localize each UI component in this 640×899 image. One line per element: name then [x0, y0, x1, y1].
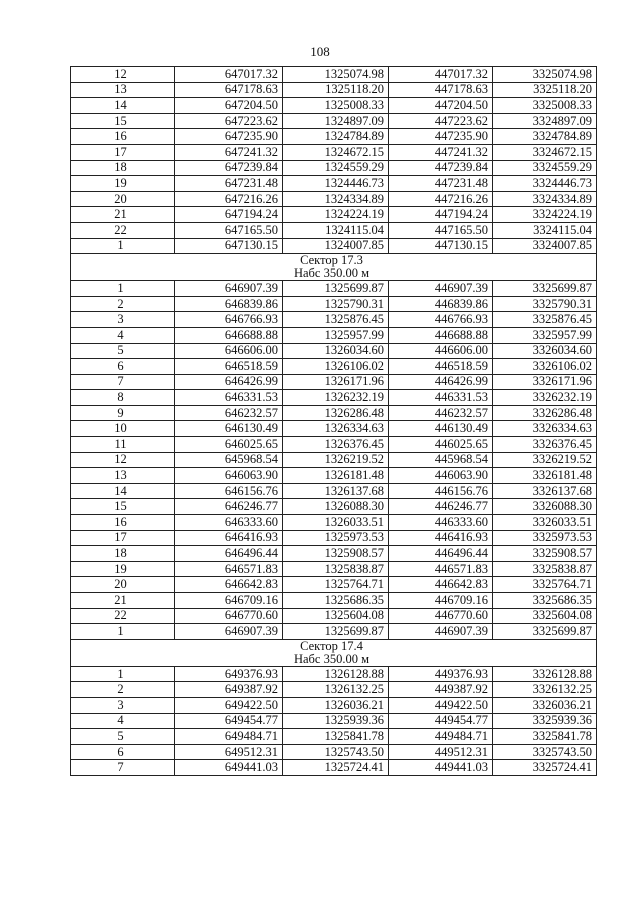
cell-x-msk: 646770.60	[175, 608, 283, 624]
cell-point-number: 16	[71, 129, 175, 145]
table-row	[71, 437, 597, 453]
table-row	[71, 238, 597, 254]
cell-point-number: 14	[71, 483, 175, 499]
cell-x-msk: 647223.62	[175, 113, 283, 129]
cell-y-local: 3325074.98	[493, 67, 597, 83]
page-number: 108	[310, 44, 330, 59]
cell-y-local: 3325908.57	[493, 546, 597, 562]
table-row	[71, 499, 597, 515]
cell-y-local: 3326376.45	[493, 437, 597, 453]
cell-x-local: 449441.03	[389, 760, 493, 776]
cell-y-local: 3325699.87	[493, 281, 597, 297]
cell-x-local: 447216.26	[389, 191, 493, 207]
cell-y-msk: 1325764.71	[283, 577, 389, 593]
cell-x-local: 447130.15	[389, 238, 493, 254]
cell-y-msk: 1326232.19	[283, 390, 389, 406]
cell-y-local: 3324007.85	[493, 238, 597, 254]
cell-y-msk: 1325699.87	[283, 281, 389, 297]
cell-x-local: 446770.60	[389, 608, 493, 624]
cell-y-local: 3325686.35	[493, 593, 597, 609]
cell-x-local: 447194.24	[389, 207, 493, 223]
table-row	[71, 713, 597, 729]
cell-point-number: 2	[71, 296, 175, 312]
cell-y-msk: 1326376.45	[283, 437, 389, 453]
cell-y-msk: 1326088.30	[283, 499, 389, 515]
cell-x-msk: 647241.32	[175, 144, 283, 160]
cell-y-local: 3325724.41	[493, 760, 597, 776]
table-row	[71, 697, 597, 713]
cell-y-local: 3324224.19	[493, 207, 597, 223]
cell-y-local: 3325876.45	[493, 312, 597, 328]
cell-x-local: 446766.93	[389, 312, 493, 328]
cell-y-local: 3326334.63	[493, 421, 597, 437]
cell-y-msk: 1324784.89	[283, 129, 389, 145]
cell-x-msk: 647239.84	[175, 160, 283, 176]
cell-point-number: 4	[71, 713, 175, 729]
cell-x-local: 447239.84	[389, 160, 493, 176]
cell-x-local: 446606.00	[389, 343, 493, 359]
table-row	[71, 452, 597, 468]
table-row	[71, 374, 597, 390]
cell-x-msk: 646606.00	[175, 343, 283, 359]
cell-x-msk: 647178.63	[175, 82, 283, 98]
cell-x-msk: 649387.92	[175, 682, 283, 698]
cell-x-msk: 646839.86	[175, 296, 283, 312]
table-row	[71, 744, 597, 760]
cell-x-msk: 646063.90	[175, 468, 283, 484]
cell-y-msk: 1326181.48	[283, 468, 389, 484]
cell-x-local: 449422.50	[389, 697, 493, 713]
cell-y-local: 3326128.88	[493, 666, 597, 682]
cell-x-local: 446839.86	[389, 296, 493, 312]
cell-point-number: 16	[71, 515, 175, 531]
cell-y-msk: 1326106.02	[283, 359, 389, 375]
cell-x-local: 446063.90	[389, 468, 493, 484]
cell-point-number: 2	[71, 682, 175, 698]
cell-x-local: 446025.65	[389, 437, 493, 453]
table-row	[71, 129, 597, 145]
cell-x-local: 446331.53	[389, 390, 493, 406]
cell-y-msk: 1325908.57	[283, 546, 389, 562]
cell-x-local: 445968.54	[389, 452, 493, 468]
table-row	[71, 483, 597, 499]
table-row	[71, 327, 597, 343]
cell-x-msk: 649376.93	[175, 666, 283, 682]
cell-y-local: 3324446.73	[493, 176, 597, 192]
table-row	[71, 113, 597, 129]
cell-point-number: 22	[71, 222, 175, 238]
cell-point-number: 7	[71, 374, 175, 390]
cell-point-number: 15	[71, 113, 175, 129]
cell-x-msk: 646156.76	[175, 483, 283, 499]
table-row	[71, 390, 597, 406]
cell-y-local: 3326219.52	[493, 452, 597, 468]
cell-x-local: 446907.39	[389, 281, 493, 297]
cell-point-number: 13	[71, 82, 175, 98]
table-row	[71, 176, 597, 192]
cell-y-msk: 1324559.29	[283, 160, 389, 176]
cell-y-local: 3324334.89	[493, 191, 597, 207]
cell-x-local: 446246.77	[389, 499, 493, 515]
table-row	[71, 468, 597, 484]
cell-y-msk: 1326132.25	[283, 682, 389, 698]
sector-title: Сектор 17.3	[300, 253, 363, 268]
cell-x-local: 446130.49	[389, 421, 493, 437]
cell-y-msk: 1325686.35	[283, 593, 389, 609]
cell-x-local: 447017.32	[389, 67, 493, 83]
cell-y-msk: 1325604.08	[283, 608, 389, 624]
cell-point-number: 7	[71, 760, 175, 776]
cell-y-msk: 1324007.85	[283, 238, 389, 254]
cell-point-number: 12	[71, 452, 175, 468]
cell-point-number: 11	[71, 437, 175, 453]
cell-point-number: 19	[71, 176, 175, 192]
cell-x-msk: 646766.93	[175, 312, 283, 328]
cell-point-number: 21	[71, 207, 175, 223]
cell-y-local: 3324897.09	[493, 113, 597, 129]
cell-point-number: 14	[71, 98, 175, 114]
cell-point-number: 19	[71, 561, 175, 577]
table-row	[71, 191, 597, 207]
cell-x-msk: 645968.54	[175, 452, 283, 468]
cell-x-local: 446642.83	[389, 577, 493, 593]
cell-y-msk: 1325973.53	[283, 530, 389, 546]
cell-x-msk: 647204.50	[175, 98, 283, 114]
cell-point-number: 6	[71, 359, 175, 375]
table-row	[71, 144, 597, 160]
cell-y-msk: 1326334.63	[283, 421, 389, 437]
cell-y-local: 3324672.15	[493, 144, 597, 160]
cell-x-msk: 649441.03	[175, 760, 283, 776]
cell-x-local: 449387.92	[389, 682, 493, 698]
cell-y-local: 3325957.99	[493, 327, 597, 343]
cell-x-msk: 649454.77	[175, 713, 283, 729]
cell-x-msk: 647231.48	[175, 176, 283, 192]
cell-point-number: 4	[71, 327, 175, 343]
cell-x-local: 446518.59	[389, 359, 493, 375]
sector-header-row	[71, 639, 597, 666]
cell-y-msk: 1325838.87	[283, 561, 389, 577]
cell-y-msk: 1326033.51	[283, 515, 389, 531]
sector-header-row	[71, 254, 597, 281]
cell-x-msk: 649422.50	[175, 697, 283, 713]
cell-point-number: 3	[71, 697, 175, 713]
table-row	[71, 98, 597, 114]
cell-y-msk: 1324897.09	[283, 113, 389, 129]
cell-y-msk: 1324115.04	[283, 222, 389, 238]
cell-y-msk: 1326128.88	[283, 666, 389, 682]
cell-x-msk: 646246.77	[175, 499, 283, 515]
cell-point-number: 17	[71, 530, 175, 546]
cell-x-local: 446156.76	[389, 483, 493, 499]
cell-x-msk: 646331.53	[175, 390, 283, 406]
cell-x-msk: 647165.50	[175, 222, 283, 238]
cell-y-msk: 1324334.89	[283, 191, 389, 207]
table-row	[71, 82, 597, 98]
table-row	[71, 515, 597, 531]
table-row	[71, 561, 597, 577]
cell-point-number: 3	[71, 312, 175, 328]
cell-x-local: 446709.16	[389, 593, 493, 609]
cell-y-msk: 1326171.96	[283, 374, 389, 390]
cell-x-local: 447223.62	[389, 113, 493, 129]
cell-y-local: 3325841.78	[493, 729, 597, 745]
cell-y-local: 3326106.02	[493, 359, 597, 375]
cell-x-msk: 649512.31	[175, 744, 283, 760]
cell-x-local: 447231.48	[389, 176, 493, 192]
cell-y-msk: 1325939.36	[283, 713, 389, 729]
cell-y-msk: 1325743.50	[283, 744, 389, 760]
cell-y-msk: 1326137.68	[283, 483, 389, 499]
table-row	[71, 296, 597, 312]
table-row	[71, 577, 597, 593]
cell-y-msk: 1326034.60	[283, 343, 389, 359]
table-row	[71, 666, 597, 682]
cell-point-number: 8	[71, 390, 175, 406]
cell-point-number: 20	[71, 577, 175, 593]
cell-y-local: 3325118.20	[493, 82, 597, 98]
table-row	[71, 207, 597, 223]
cell-point-number: 15	[71, 499, 175, 515]
cell-x-msk: 646130.49	[175, 421, 283, 437]
cell-y-local: 3324559.29	[493, 160, 597, 176]
cell-x-local: 446688.88	[389, 327, 493, 343]
cell-y-msk: 1325724.41	[283, 760, 389, 776]
cell-y-local: 3325764.71	[493, 577, 597, 593]
cell-x-msk: 646709.16	[175, 593, 283, 609]
cell-x-local: 447178.63	[389, 82, 493, 98]
cell-x-msk: 646518.59	[175, 359, 283, 375]
table-row	[71, 593, 597, 609]
table-row	[71, 421, 597, 437]
cell-point-number: 21	[71, 593, 175, 609]
cell-y-local: 3325939.36	[493, 713, 597, 729]
cell-point-number: 22	[71, 608, 175, 624]
sector-header-cell	[71, 639, 597, 666]
cell-point-number: 18	[71, 160, 175, 176]
cell-y-local: 3325699.87	[493, 624, 597, 640]
cell-y-local: 3326232.19	[493, 390, 597, 406]
cell-y-local: 3325838.87	[493, 561, 597, 577]
cell-y-msk: 1324672.15	[283, 144, 389, 160]
cell-point-number: 6	[71, 744, 175, 760]
cell-x-local: 447204.50	[389, 98, 493, 114]
cell-x-local: 449454.77	[389, 713, 493, 729]
sector-elevation: Набс 350.00 м	[293, 651, 370, 666]
cell-point-number: 13	[71, 468, 175, 484]
cell-x-local: 447241.32	[389, 144, 493, 160]
table-row	[71, 405, 597, 421]
sector-header-cell	[71, 254, 597, 281]
cell-point-number: 1	[71, 624, 175, 640]
sector-title: Сектор 17.4	[300, 639, 363, 653]
cell-x-local: 446232.57	[389, 405, 493, 421]
cell-y-msk: 1325118.20	[283, 82, 389, 98]
coordinates-table	[70, 66, 597, 776]
cell-x-msk: 646333.60	[175, 515, 283, 531]
cell-y-msk: 1325074.98	[283, 67, 389, 83]
cell-y-local: 3325604.08	[493, 608, 597, 624]
cell-y-msk: 1326219.52	[283, 452, 389, 468]
cell-y-msk: 1325876.45	[283, 312, 389, 328]
table-row	[71, 608, 597, 624]
cell-x-local: 449484.71	[389, 729, 493, 745]
cell-x-msk: 646232.57	[175, 405, 283, 421]
cell-point-number: 9	[71, 405, 175, 421]
table-row	[71, 343, 597, 359]
cell-x-msk: 646907.39	[175, 624, 283, 640]
cell-y-msk: 1326036.21	[283, 697, 389, 713]
cell-y-local: 3324115.04	[493, 222, 597, 238]
table-row	[71, 160, 597, 176]
cell-x-msk: 647216.26	[175, 191, 283, 207]
cell-y-local: 3326034.60	[493, 343, 597, 359]
cell-x-msk: 649484.71	[175, 729, 283, 745]
table-row	[71, 359, 597, 375]
cell-y-msk: 1324224.19	[283, 207, 389, 223]
cell-x-local: 446496.44	[389, 546, 493, 562]
cell-y-msk: 1325790.31	[283, 296, 389, 312]
cell-x-msk: 646642.83	[175, 577, 283, 593]
cell-x-local: 447235.90	[389, 129, 493, 145]
sector-elevation: Набс 350.00 м	[293, 266, 370, 281]
cell-y-msk: 1325841.78	[283, 729, 389, 745]
cell-x-local: 446416.93	[389, 530, 493, 546]
table-row	[71, 67, 597, 83]
cell-y-local: 3325743.50	[493, 744, 597, 760]
cell-point-number: 5	[71, 343, 175, 359]
cell-y-local: 3326132.25	[493, 682, 597, 698]
table-row	[71, 729, 597, 745]
cell-y-msk: 1325008.33	[283, 98, 389, 114]
table-row	[71, 624, 597, 640]
cell-x-msk: 646025.65	[175, 437, 283, 453]
cell-y-local: 3326171.96	[493, 374, 597, 390]
cell-point-number: 12	[71, 67, 175, 83]
cell-y-local: 3326137.68	[493, 483, 597, 499]
cell-x-local: 449376.93	[389, 666, 493, 682]
cell-x-local: 449512.31	[389, 744, 493, 760]
cell-x-msk: 646688.88	[175, 327, 283, 343]
cell-x-msk: 647130.15	[175, 238, 283, 254]
table-row	[71, 222, 597, 238]
cell-y-msk: 1324446.73	[283, 176, 389, 192]
cell-y-local: 3326088.30	[493, 499, 597, 515]
table-row	[71, 760, 597, 776]
cell-x-local: 447165.50	[389, 222, 493, 238]
cell-x-local: 446907.39	[389, 624, 493, 640]
cell-y-local: 3325790.31	[493, 296, 597, 312]
coordinates-table-body	[71, 67, 597, 776]
cell-x-msk: 646571.83	[175, 561, 283, 577]
cell-point-number: 1	[71, 281, 175, 297]
cell-x-local: 446426.99	[389, 374, 493, 390]
cell-x-msk: 646496.44	[175, 546, 283, 562]
cell-point-number: 5	[71, 729, 175, 745]
cell-y-msk: 1325957.99	[283, 327, 389, 343]
table-row	[71, 312, 597, 328]
cell-y-msk: 1325699.87	[283, 624, 389, 640]
cell-x-msk: 647194.24	[175, 207, 283, 223]
cell-point-number: 10	[71, 421, 175, 437]
cell-y-local: 3325973.53	[493, 530, 597, 546]
table-row	[71, 530, 597, 546]
cell-point-number: 20	[71, 191, 175, 207]
cell-x-msk: 646426.99	[175, 374, 283, 390]
cell-point-number: 1	[71, 666, 175, 682]
cell-x-local: 446571.83	[389, 561, 493, 577]
cell-point-number: 18	[71, 546, 175, 562]
cell-y-local: 3325008.33	[493, 98, 597, 114]
table-row	[71, 281, 597, 297]
cell-point-number: 1	[71, 238, 175, 254]
cell-x-msk: 646907.39	[175, 281, 283, 297]
cell-y-local: 3326286.48	[493, 405, 597, 421]
cell-point-number: 17	[71, 144, 175, 160]
cell-x-local: 446333.60	[389, 515, 493, 531]
cell-x-msk: 646416.93	[175, 530, 283, 546]
cell-y-local: 3326033.51	[493, 515, 597, 531]
cell-y-msk: 1326286.48	[283, 405, 389, 421]
table-row	[71, 546, 597, 562]
cell-y-local: 3326181.48	[493, 468, 597, 484]
cell-y-local: 3324784.89	[493, 129, 597, 145]
table-row	[71, 682, 597, 698]
cell-x-msk: 647017.32	[175, 67, 283, 83]
cell-x-msk: 647235.90	[175, 129, 283, 145]
cell-y-local: 3326036.21	[493, 697, 597, 713]
